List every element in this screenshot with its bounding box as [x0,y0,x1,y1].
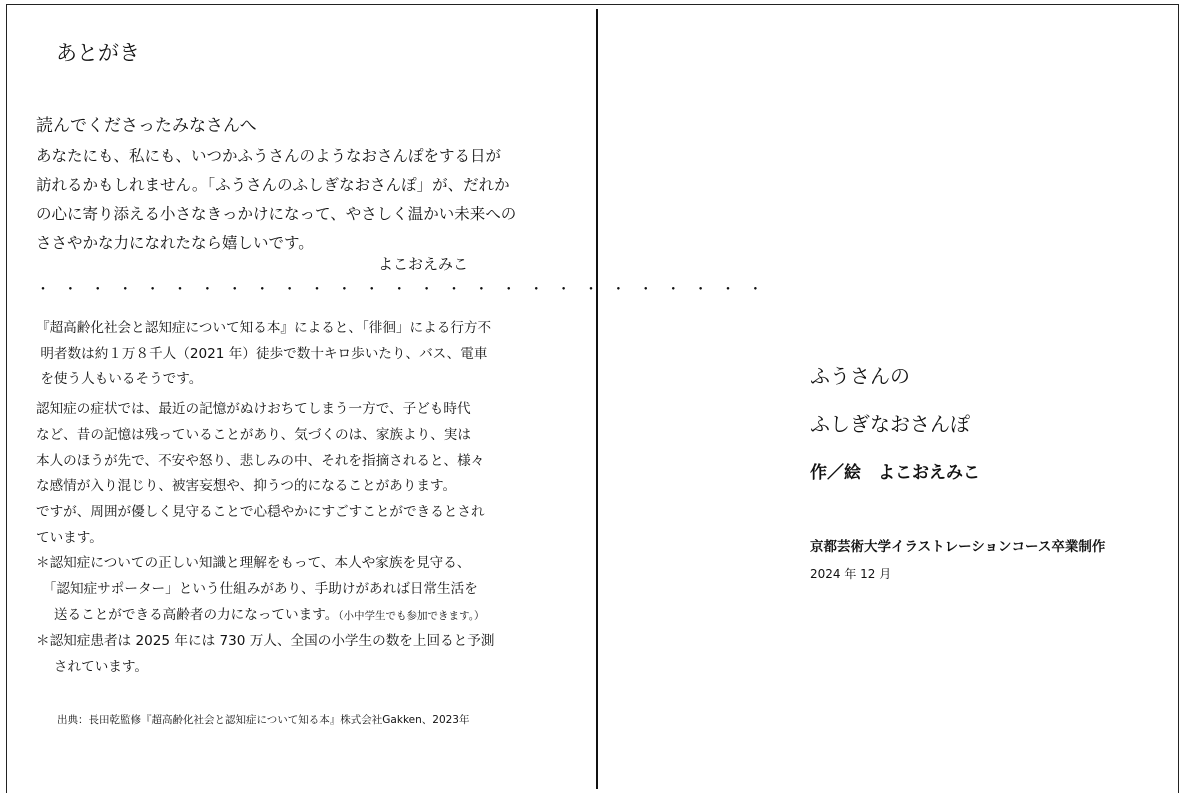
facts-line [36,603,494,630]
page-divider [596,9,598,789]
message-line: の心に寄り添える小さなきっかけになって、やさしく温かい未来への [36,205,517,223]
afterword-heading: あとがき [56,41,140,65]
facts-line: ですが、周囲が優しく見守ることで心穏やかにすごすことができるとされ [36,503,485,520]
book-title-line2: ふしぎなおさんぽ [810,412,970,436]
message-line: ささやかな力になれたなら嬉しいです。 [36,234,314,252]
publication-date: 2024 年 12 月 [810,567,892,581]
facts-line: 本人のほうが先で、不安や怒り、悲しみの中、それを指摘されると、様々 [36,452,485,469]
school-credit: 京都芸術大学イラストレーションコース卒業制作 [810,539,1106,555]
facts-line: など、昔の記憶は残っていることがあり、気づくのは、家族より、実は [36,426,471,443]
message-line: あなたにも、私にも、いつかふうさんのようなおさんぽをする日が [36,147,502,165]
source-citation: 出典：長田乾監修『超高齢化社会と認知症について知る本』株式会社Gakken、2023年 [57,714,470,726]
facts-line: ています。 [36,529,103,546]
message-line: 訪れるかもしれません。「ふうさんのふしぎなおさんぽ」が、だれか [36,176,510,194]
author-byline: 作／絵 よこおえみこ [810,463,980,483]
facts-line: ＊認知症患者は 2025 年には 730 万人、全国の小学生の数を上回ると予測 [36,633,495,650]
afterword-message [36,142,516,258]
facts-line: されています。 [36,659,148,676]
facts-line: 認知症の症状では、最近の記憶がぬけおちてしまう一方で、子ども時代 [36,401,471,418]
author-signature: よこおえみこ [378,255,469,273]
dot-separator: ・・・・・・・・・・・・・・・・・・・・・・・・・・・ [36,282,776,298]
facts-line: 明者数は約１万８千人（2021 年）徒歩で数十キロ歩いたり、バス、電車 [36,345,488,362]
dementia-facts [36,316,494,681]
dedication-line: 読んでくださったみなさんへ [36,116,257,136]
facts-line: ＊認知症についての正しい知識と理解をもって、本人や家族を見守る、 [36,555,471,572]
facts-line-text: 送ることができる高齢者の力になっています。 [36,606,339,623]
facts-note: （小中学生でも参加できます。） [338,609,485,622]
facts-line: 『超高齢化社会と認知症について知る本』によると、「徘徊」による行方不 [36,320,492,336]
book-title-line1: ふうさんの [810,364,910,388]
facts-line: を使う人もいるそうです。 [36,371,203,388]
facts-line: な感情が入り混じり、被害妄想や、抑うつ的になることがあります。 [36,478,457,495]
facts-line: 「認知症サポーター」という仕組みがあり、手助けがあれば日常生活を [36,581,478,598]
